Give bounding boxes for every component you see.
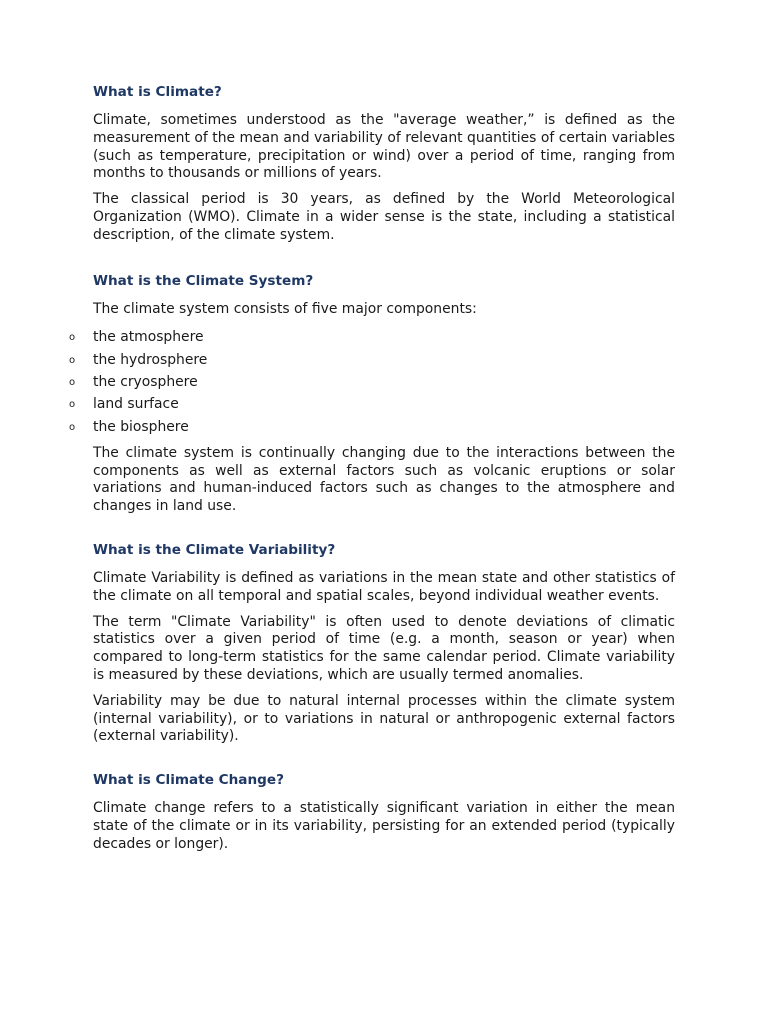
paragraph-intro: The climate system consists of five major components: [93,300,477,317]
bullet-circle-icon: o [69,421,76,433]
section-heading: What is the Climate Variability? [93,542,336,559]
list-item [69,326,675,348]
bullet-circle-icon: o [69,332,76,344]
section-heading: What is Climate? [93,84,222,100]
paragraph: Climate, sometimes understood as the "average weather,” is defined as the measurement of the mean and variability of relevant quantities of certain variables (such as temperature, precipitation or wind) over a period of time, ranging from months to thousands or millions of years. [93,112,675,182]
list-item-label: the atmosphere [93,329,204,346]
bullet-circle-icon: o [69,376,76,388]
paragraph: Climate Variability is defined as variations in the mean state and other statistics of the climate on all temporal and spatial scales, beyond individual weather events. [93,570,675,604]
bullet-circle-icon: o [69,399,76,411]
paragraph: The classical period is 30 years, as defined by the World Meteorological Organization (WMO). Climate in a wider sense is the state, including a statistical description, of the climate system. [93,191,675,243]
list-item-label: the hydrosphere [93,351,208,368]
list-item-label: the biosphere [93,418,189,435]
section-climate-change [93,770,675,853]
section-climate-variability [93,540,675,746]
paragraph: The climate system is continually changing due to the interactions between the components as well as external factors such as volcanic eruptions or solar variations and human-induced factors such as changes to the atmosphere and changes in land use. [93,444,675,515]
section-heading: What is Climate Change? [93,772,284,789]
section-what-is-climate [93,82,675,245]
list-item [69,371,675,393]
paragraph: Climate change refers to a statistically significant variation in either the mean state of the climate or in its variability, persisting for an extended period (typically decades or longer). [93,800,675,852]
list-item-label: land surface [93,396,179,413]
bullet-circle-icon: o [69,354,76,366]
list-item [69,349,675,371]
list-item-label: the cryosphere [93,373,198,390]
list-item [69,393,675,415]
paragraph: Variability may be due to natural internal processes within the climate system (internal variability), or to variations in natural or anthropogenic external factors (external variability). [93,692,675,745]
section-heading: What is the Climate System? [93,272,314,289]
section-climate-system [69,271,675,516]
list-item [69,416,675,438]
document-page [69,82,675,878]
components-list [69,326,675,437]
paragraph: The term "Climate Variability" is often used to denote deviations of climatic statistics over a given period of time (e.g. a month, season or year) when compared to long-term statistics for the same calendar period. Climate variability is measured by these deviations, which are usually termed anomalies. [93,613,675,684]
